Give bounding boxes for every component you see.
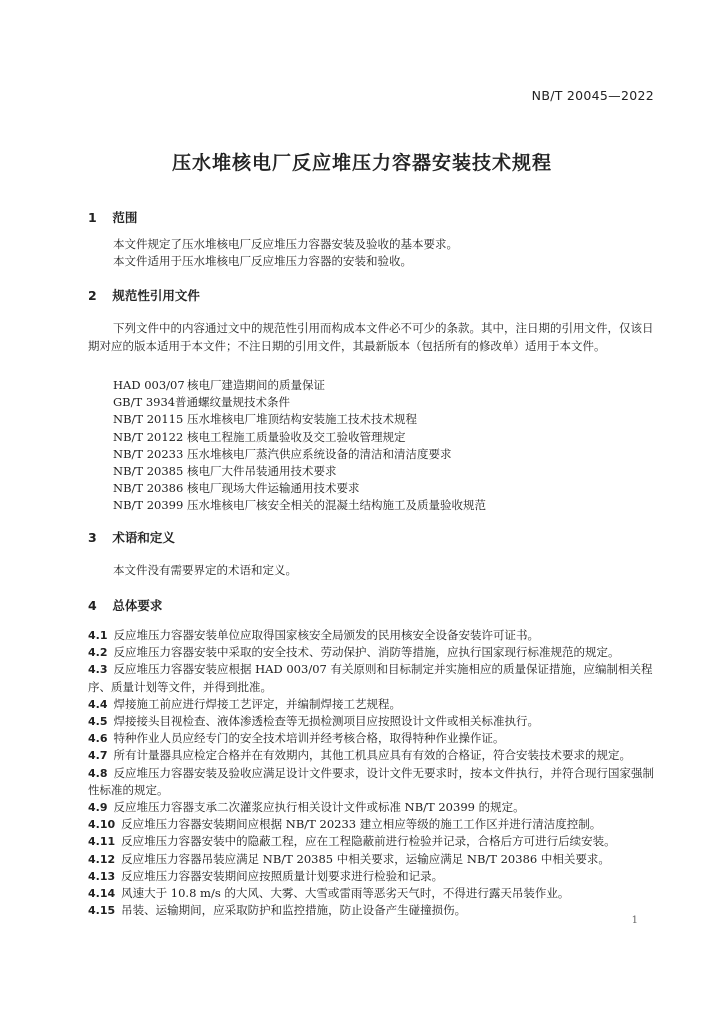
requirements-list bbox=[88, 627, 660, 919]
clause-number: 4.3 bbox=[88, 663, 108, 677]
clause bbox=[88, 644, 660, 661]
page-number: 1 bbox=[631, 915, 638, 926]
clause-text: 反应堆压力容器安装及验收应满足设计文件要求，设计文件无要求时，按本文件执行，并符合现行国家强制性标准的规定。 bbox=[88, 765, 654, 797]
clause-text: 反应堆压力容器吊装应满足 NB/T 20385 中相关要求，运输应满足 NB/T 20386 中相关要求。 bbox=[121, 851, 610, 866]
clause-number: 4.13 bbox=[88, 869, 116, 883]
clause-number: 4.2 bbox=[88, 646, 108, 660]
section-heading-2 bbox=[88, 286, 200, 304]
section-title: 范围 bbox=[112, 210, 138, 225]
reference-title: 压水堆核电厂核安全相关的混凝土结构施工及质量验收规范 bbox=[187, 498, 486, 513]
clause-number: 4.8 bbox=[88, 766, 108, 780]
reference-code: GB/T 3934 bbox=[113, 395, 176, 410]
reference-code: NB/T 20122 bbox=[113, 429, 184, 444]
standard-code: NB/T 20045—2022 bbox=[531, 88, 654, 103]
clause-text: 反应堆压力容器安装单位应取得国家核安全局颁发的民用核安全设备安装许可证书。 bbox=[113, 628, 539, 642]
reference-item bbox=[113, 429, 486, 446]
clause-text: 反应堆压力容器支承二次灌浆应执行相关设计文件或标准 NB/T 20399 的规定。 bbox=[113, 800, 525, 815]
reference-item bbox=[113, 377, 486, 394]
clause-number: 4.10 bbox=[88, 818, 116, 832]
reference-item bbox=[113, 446, 486, 463]
reference-title: 普通螺纹量规技术条件 bbox=[175, 395, 290, 410]
clause-text: 焊接施工前应进行焊接工艺评定，并编制焊接工艺规程。 bbox=[113, 696, 401, 711]
clause-number: 4.4 bbox=[88, 697, 108, 711]
reference-title: 压水堆核电厂堆顶结构安装施工技术技术规程 bbox=[187, 412, 417, 427]
clause-text: 反应堆压力容器安装中的隐蔽工程，应在工程隐蔽前进行检验并记录，合格后方可进行后续安装。 bbox=[121, 834, 616, 849]
clause-number: 4.14 bbox=[88, 887, 116, 901]
section-number: 4 bbox=[88, 598, 97, 613]
clause-text: 吊装、运输期间，应采取防护和监控措施，防止设备产生碰撞损伤。 bbox=[121, 903, 467, 918]
clause-number: 4.15 bbox=[88, 904, 116, 918]
reference-title: 核电厂建造期间的质量保证 bbox=[187, 378, 325, 392]
reference-item bbox=[113, 463, 486, 480]
reference-item bbox=[113, 394, 486, 411]
reference-code: NB/T 20399 bbox=[113, 498, 184, 513]
reference-item bbox=[113, 497, 486, 514]
clause-text: 风速大于 10.8 m/s 的大风、大雾、大雪或雷雨等恶劣天气时，不得进行露天吊装作业。 bbox=[121, 886, 570, 901]
reference-code: NB/T 20386 bbox=[113, 481, 184, 496]
clause bbox=[88, 885, 660, 902]
clause-text: 反应堆压力容器安装中采取的安全技术、劳动保护、消防等措施，应执行国家现行标准规范的规定。 bbox=[113, 645, 620, 660]
clause-number: 4.6 bbox=[88, 732, 108, 746]
clause bbox=[88, 730, 660, 747]
normative-intro: 下列文件中的内容通过文中的规范性引用而构成本文件必不可少的条款。其中，注日期的引用文件，仅该日期对应的版本适用于本文件；不注日期的引用文件，其最新版本（包括所有的修改单）适用于本文件。 bbox=[88, 321, 654, 353]
clause-text: 特种作业人员应经专门的安全技术培训并经考核合格，取得特种作业操作证。 bbox=[113, 731, 505, 746]
reference-code: NB/T 20233 bbox=[113, 446, 184, 461]
scope-paragraph-2: 本文件适用于压水堆核电厂反应堆压力容器的安装和验收。 bbox=[113, 254, 412, 268]
clause bbox=[88, 747, 660, 764]
document-title: 压水堆核电厂反应堆压力容器安装技术规程 bbox=[171, 152, 552, 174]
section-title: 规范性引用文件 bbox=[112, 288, 200, 303]
clause bbox=[88, 661, 660, 695]
section-heading-1 bbox=[88, 208, 137, 226]
section-title: 术语和定义 bbox=[112, 530, 175, 545]
clause bbox=[88, 696, 660, 713]
reference-list bbox=[113, 377, 486, 515]
reference-code: NB/T 20115 bbox=[113, 412, 184, 427]
clause-text: 焊接接头目视检查、液体渗透检查等无损检测项目应按照设计文件或相关标准执行。 bbox=[113, 714, 539, 729]
section-heading-4 bbox=[88, 596, 162, 614]
section-number: 3 bbox=[88, 530, 97, 545]
clause bbox=[88, 816, 660, 833]
reference-item bbox=[113, 411, 486, 428]
clause bbox=[88, 833, 660, 850]
reference-code: NB/T 20385 bbox=[113, 464, 184, 479]
clause-text: 反应堆压力容器安装期间应根据 NB/T 20233 建立相应等级的施工工作区并进行清洁度控制。 bbox=[121, 817, 602, 832]
clause bbox=[88, 902, 660, 919]
clause-number: 4.11 bbox=[88, 835, 116, 849]
clause-number: 4.9 bbox=[88, 801, 108, 815]
clause bbox=[88, 868, 660, 885]
clause-number: 4.12 bbox=[88, 852, 116, 866]
clause bbox=[88, 799, 660, 816]
reference-title: 核电厂现场大件运输通用技术要求 bbox=[187, 481, 360, 496]
clause-number: 4.5 bbox=[88, 715, 108, 729]
clause-number: 4.7 bbox=[88, 749, 108, 763]
section-number: 2 bbox=[88, 288, 97, 303]
reference-title: 压水堆核电厂蒸汽供应系统设备的清洁和清洁度要求 bbox=[187, 446, 452, 461]
section-number: 1 bbox=[88, 210, 97, 225]
clause-text: 反应堆压力容器安装应根据 HAD 003/07 有关原则和目标制定并实施相应的质量保证措施，应编制相关程序、质量计划等文件，并得到批准。 bbox=[88, 662, 653, 694]
reference-code: HAD 003/07 bbox=[113, 378, 185, 392]
section-heading-3 bbox=[88, 528, 175, 546]
clause bbox=[88, 627, 660, 644]
clause-number: 4.1 bbox=[88, 629, 108, 642]
clause-text: 所有计量器具应检定合格并在有效期内，其他工机具应具有有效的合格证，符合安装技术要求的规定。 bbox=[113, 748, 631, 763]
reference-item bbox=[113, 480, 486, 497]
clause bbox=[88, 851, 660, 868]
clause-text: 反应堆压力容器安装期间应按照质量计划要求进行检验和记录。 bbox=[121, 868, 444, 883]
reference-title: 核电工程施工质量验收及交工验收管理规定 bbox=[187, 429, 406, 444]
terms-paragraph: 本文件没有需要界定的术语和定义。 bbox=[113, 563, 297, 577]
clause bbox=[88, 765, 660, 799]
clause bbox=[88, 713, 660, 730]
scope-paragraph-1: 本文件规定了压水堆核电厂反应堆压力容器安装及验收的基本要求。 bbox=[113, 237, 458, 251]
reference-title: 核电厂大件吊装通用技术要求 bbox=[187, 464, 337, 479]
section-title: 总体要求 bbox=[112, 598, 163, 613]
